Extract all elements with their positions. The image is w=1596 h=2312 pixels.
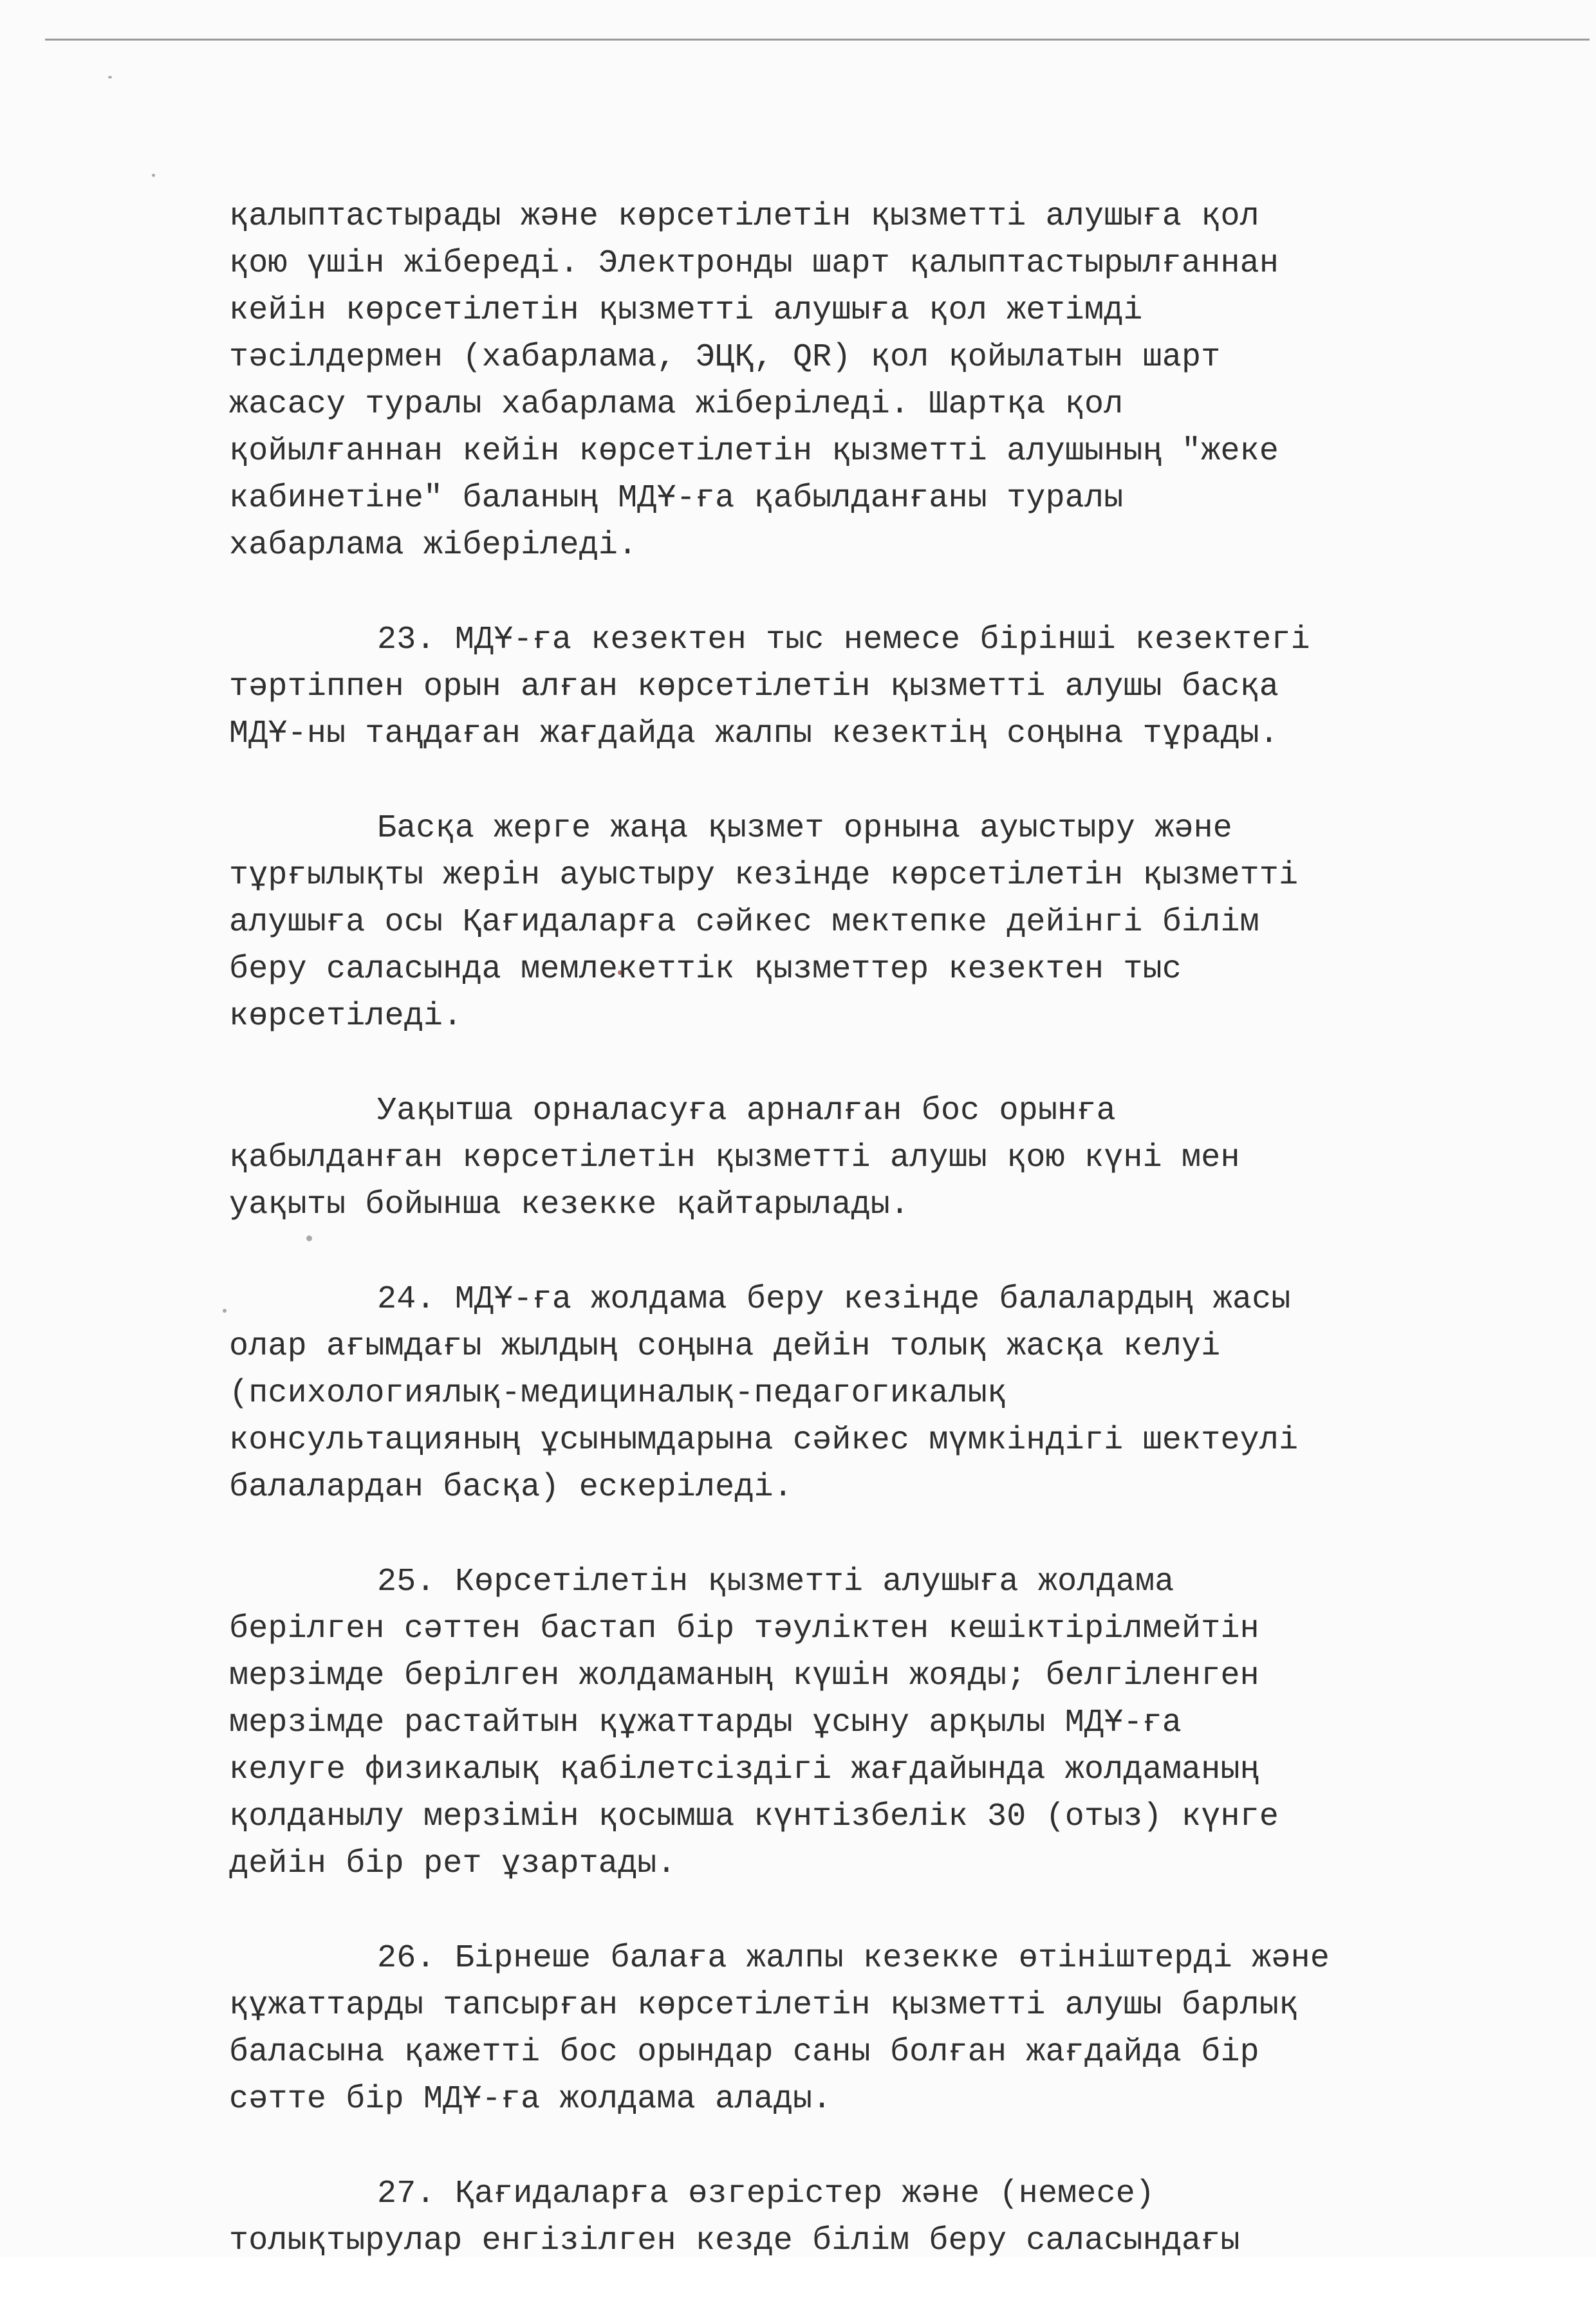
text-line: қолданылу мерзімін қосымша күнтізбелік 30 (отыз) күнге [229,1799,1279,1835]
paragraph [229,2170,1536,2264]
text-line: көрсетіледі. [229,998,463,1035]
text-line: мерзімде берілген жолдаманың күшін жояды; белгіленген [229,1658,1259,1694]
text-line: қою үшін жібереді. Электронды шарт қалыптастырылғаннан [229,245,1279,282]
text-line: қойылғаннан кейін көрсетілетін қызметті алушының "жеке [229,433,1279,470]
text-line: МДҰ-ны таңдаған жағдайда жалпы кезектің соңына тұрады. [229,716,1279,752]
text-line: 26. Бірнеше балаға жалпы кезекке өтініштерді және [377,1940,1330,1977]
text-line: жасасу туралы хабарлама жіберіледі. Шартқа қол [229,386,1124,423]
paragraph [229,193,1536,569]
text-line: тұрғылықты жерін ауыстыру кезінде көрсетілетін қызметті [229,857,1299,894]
text-line: баласына қажетті бос орындар саны болған жағдайда бір [229,2034,1259,2071]
document-body [229,193,1536,2312]
paragraph [229,616,1536,757]
text-line: тәсілдермен (хабарлама, ЭЦҚ, QR) қол қойылатын шарт [229,339,1221,376]
paragraph [229,1935,1536,2123]
text-line: олар ағымдағы жылдың соңына дейін толық жасқа келуі [229,1328,1221,1365]
text-line: тәртіппен орын алған көрсетілетін қызметті алушы басқа [229,669,1279,705]
text-line: 23. МДҰ-ға кезектен тыс немесе бірінші кезектегі [377,622,1310,658]
text-line: 27. Қағидаларға өзгерістер және (немесе) [377,2176,1155,2212]
text-line: келуге физикалық қабілетсіздігі жағдайында жолдаманың [229,1752,1259,1788]
scan-speck [223,1309,227,1313]
text-line: қалыптастырады және көрсетілетін қызметті алушыға қол [229,198,1259,235]
text-line: дейін бір рет ұзартады. [229,1845,676,1882]
text-line: консультацияның ұсынымдарына сәйкес мүмкіндігі шектеулі [229,1422,1299,1459]
text-line: алушыға осы Қағидаларға сәйкес мектепке дейінгі білім [229,904,1259,941]
text-line: қабылданған көрсетілетін қызметті алушы қою күні мен [229,1140,1240,1176]
text-line: берілген сәттен бастап бір тәуліктен кешіктірілмейтін [229,1611,1259,1647]
scan-speck [152,174,155,177]
paragraph [229,1276,1536,1511]
text-line: беру саласында мемлекеттік қызметтер кезектен тыс [229,951,1182,988]
text-line: 25. Көрсетілетін қызметті алушыға жолдама [377,1564,1174,1600]
text-line: құжаттарды тапсырған көрсетілетін қызметті алушы барлық [229,1987,1299,2024]
text-line: кабинетіне" баланың МДҰ-ға қабылданғаны туралы [229,480,1124,517]
paragraph [229,805,1536,1040]
text-line: сәтте бір МДҰ-ға жолдама алады. [229,2081,832,2118]
text-line: хабарлама жіберіледі. [229,527,638,564]
text-line: 24. МДҰ-ға жолдама беру кезінде балалардың жасы [377,1281,1291,1318]
text-line: кейін көрсетілетін қызметті алушыға қол жетімді [229,292,1143,329]
paragraph [229,1558,1536,1887]
scan-speck [108,76,112,79]
text-line: толықтырулар енгізілген кезде білім беру саласындағы [229,2223,1240,2259]
text-line: Басқа жерге жаңа қызмет орнына ауыстыру және [377,810,1233,847]
text-line: уақыты бойынша кезекке қайтарылады. [229,1187,910,1223]
paragraph [229,1087,1536,1228]
text-line: балалардан басқа) ескеріледі. [229,1469,793,1506]
scan-top-edge [45,39,1590,41]
text-line: (психологиялық-медициналық-педагогикалық [229,1375,1007,1412]
text-line: мерзімде растайтын құжаттарды ұсыну арқылы МДҰ-ға [229,1705,1182,1741]
text-line: Уақытша орналасуға арналған бос орынға [377,1093,1116,1129]
